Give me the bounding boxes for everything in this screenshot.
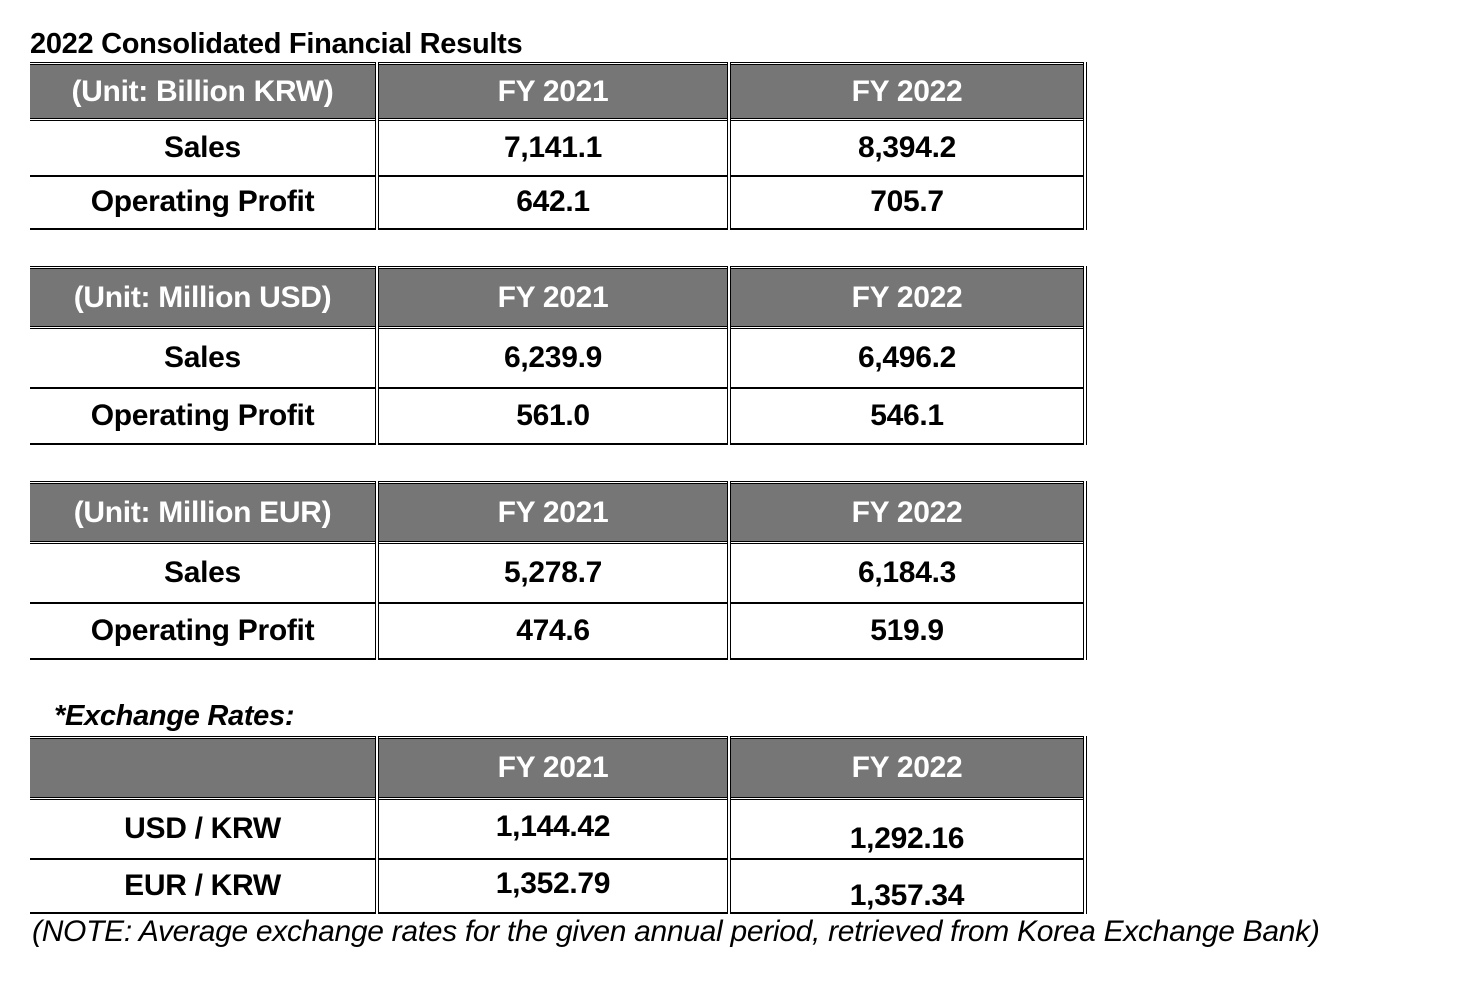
row-label: Operating Profit (30, 603, 377, 659)
fy2022-value: 6,496.2 (729, 328, 1085, 388)
fy2022-header: FY 2022 (729, 268, 1085, 328)
table-row (30, 799, 1085, 859)
fy2021-header: FY 2021 (377, 483, 729, 543)
rate-value: 1,292.16 (849, 821, 965, 855)
unit-header: (Unit: Million USD) (30, 268, 377, 328)
fy2022-value: 519.9 (729, 603, 1085, 659)
usd-results-table (30, 266, 1087, 445)
fy2021-value: 642.1 (377, 176, 729, 229)
rate-value: 1,144.42 (495, 809, 611, 843)
rate-value: 1,357.34 (849, 878, 965, 912)
row-label: Sales (30, 328, 377, 388)
eur-results-table (30, 481, 1087, 660)
row-label: Sales (30, 120, 377, 176)
fy2021-value: 7,141.1 (377, 120, 729, 176)
krw-results-table (30, 62, 1087, 230)
exchange-rates-table (30, 736, 1087, 914)
fy2022-header: FY 2022 (729, 483, 1085, 543)
row-label: Sales (30, 543, 377, 603)
fy2021-value: 561.0 (377, 388, 729, 444)
fy2022-value: 8,394.2 (729, 120, 1085, 176)
fy2021-value: 474.6 (377, 603, 729, 659)
fy2022-value: 705.7 (729, 176, 1085, 229)
table-row (30, 176, 1085, 229)
row-label: EUR / KRW (30, 859, 377, 913)
table-row (30, 603, 1085, 659)
table-row (30, 543, 1085, 603)
fy2022-value: 6,184.3 (729, 543, 1085, 603)
fy2021-header: FY 2021 (377, 738, 729, 799)
fy2022-value (729, 799, 1085, 859)
table-header-row (30, 268, 1085, 328)
fy2021-header: FY 2021 (377, 268, 729, 328)
fy2022-value (729, 859, 1085, 913)
row-label: Operating Profit (30, 176, 377, 229)
exchange-rate-note: (NOTE: Average exchange rates for the given annual period, retrieved from Korea Exchange Bank) (32, 915, 1320, 948)
table-header-row (30, 64, 1085, 120)
fy2021-value (377, 799, 729, 859)
unit-header: (Unit: Million EUR) (30, 483, 377, 543)
fy2022-header: FY 2022 (729, 64, 1085, 120)
table-row (30, 328, 1085, 388)
empty-header (30, 738, 377, 799)
row-label: Operating Profit (30, 388, 377, 444)
fy2021-header: FY 2021 (377, 64, 729, 120)
table-row (30, 388, 1085, 444)
page-title: 2022 Consolidated Financial Results (30, 28, 523, 60)
exchange-rates-label: *Exchange Rates: (54, 700, 295, 732)
fy2021-value (377, 859, 729, 913)
rate-value: 1,352.79 (495, 866, 611, 900)
fy2021-value: 6,239.9 (377, 328, 729, 388)
fy2021-value: 5,278.7 (377, 543, 729, 603)
unit-header: (Unit: Billion KRW) (30, 64, 377, 120)
fy2022-value: 546.1 (729, 388, 1085, 444)
fy2022-header: FY 2022 (729, 738, 1085, 799)
row-label: USD / KRW (30, 799, 377, 859)
table-header-row (30, 738, 1085, 799)
table-row (30, 859, 1085, 913)
table-row (30, 120, 1085, 176)
table-header-row (30, 483, 1085, 543)
